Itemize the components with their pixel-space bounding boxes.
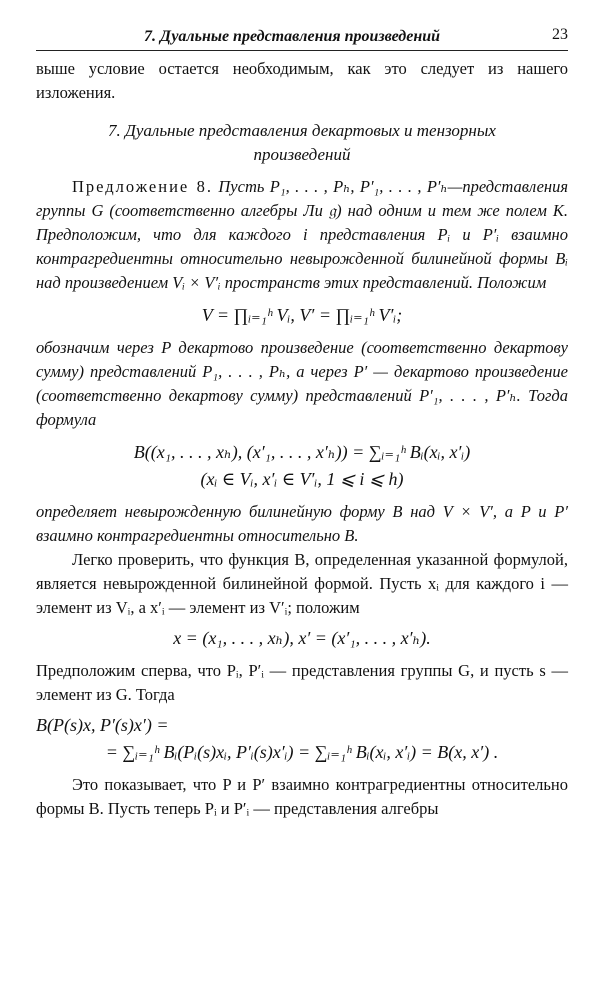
equation-bilinear-form: B((x₁, . . . , xₕ), (x′₁, . . . , x′ₕ)) = ∑ᵢ₌₁ʰ Bᵢ(xᵢ, x′ᵢ) — [133, 442, 471, 462]
proposition-conclusion: определяет невырожденную билинейную форму B над V × V′, а P и P′ взаимно контрагредиентны относительно B. — [36, 502, 568, 545]
equation-product-spaces: V = ∏ᵢ₌₁ʰ Vᵢ, V′ = ∏ᵢ₌₁ʰ V′ᵢ; — [201, 305, 403, 325]
equation-vectors: x = (x₁, . . . , xₕ), x′ = (x′₁, . . . , x′ₕ). — [173, 628, 431, 648]
page-number: 23 — [552, 26, 568, 43]
section-heading-line-2: произведений — [253, 145, 351, 164]
equation-group-action-lhs: B(P(s)x, P′(s)x′) = — [36, 715, 169, 735]
paragraph-continuation: выше условие остается необходимым, как это следует из нашего изложения. — [36, 59, 568, 102]
proposition-continuation: обозначим через P декартово произведение (соответственно декартову сумму) представлений P₁, . . . , Pₕ, а через P′ — декартово произведение (соответственно декартову сумму) представлений P′₁, . . . , P′ₕ. Тогда формула — [36, 338, 568, 429]
proposition-paragraph — [36, 175, 568, 295]
running-header-title: 7. Дуальные представления произведений — [144, 28, 441, 45]
proof-paragraph-2: Предположим сперва, что Pᵢ, P′ᵢ — представления группы G, и пусть s — элемент из G. Тогда — [36, 661, 568, 704]
page — [36, 22, 568, 821]
proposition-label: Предложение 8. — [72, 177, 213, 196]
proof-paragraph-1: Легко проверить, что функция B, определенная указанной формулой, является невырожденной билинейной формой. Пусть xᵢ для каждого i — элемент из Vᵢ, а x′ᵢ — элемент из V′ᵢ; положим — [36, 550, 568, 617]
section-heading-line-1: 7. Дуальные представления декартовых и тензорных — [108, 121, 496, 140]
proof-paragraph-3: Это показывает, что P и P′ взаимно контрагредиентны относительно формы B. Пусть теперь Pᵢ и P′ᵢ — представления алгебры — [36, 775, 568, 818]
running-header — [36, 22, 568, 51]
equation-conditions: (xᵢ ∈ Vᵢ, x′ᵢ ∈ V′ᵢ, 1 ⩽ i ⩽ h) — [200, 469, 404, 489]
equation-group-action-rhs: = ∑ᵢ₌₁ʰ Bᵢ(Pᵢ(s)xᵢ, P′ᵢ(s)x′ᵢ) = ∑ᵢ₌₁ʰ Bᵢ(xᵢ, x′ᵢ) = B(x, x′) . — [105, 742, 499, 762]
proposition-text: Пусть P₁, . . . , Pₕ, P′₁, . . . , P′ₕ—представления группы G (соответственно алгебры Ли 𝔤) над одним и тем же полем K. Предположим, что для каждого i представления Pᵢ и P′ᵢ взаимно контрагредиентны относительно невырожденной билинейной формы Bᵢ над произведением Vᵢ × V′ᵢ пространств этих представлений. Положим — [36, 177, 569, 292]
